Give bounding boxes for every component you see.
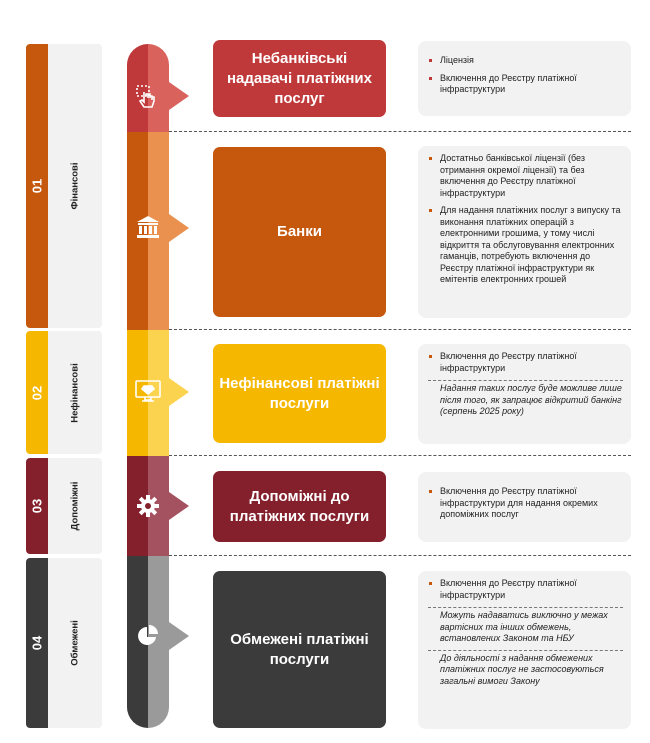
pie-chart-icon (133, 621, 163, 651)
category-label: Нефінансові (69, 362, 81, 423)
gear-icon (133, 491, 163, 521)
provider-title: Небанківські надавачі платіжних послуг (226, 49, 372, 107)
pointer-arrow (169, 492, 189, 520)
requirements-panel (418, 472, 631, 542)
touch-hand-icon (133, 82, 163, 112)
section-divider (169, 131, 631, 132)
provider-title-box (213, 40, 386, 117)
category-label: Допоміжні (69, 481, 81, 531)
category-label-tab (48, 458, 102, 554)
monitor-diamond-icon (133, 376, 163, 406)
requirement-item: Ліцензія (428, 55, 623, 67)
requirements-panel (418, 344, 631, 444)
requirement-note: До діяльності з надання обмежених платіжних послуг не застосовуються загальні вимоги Закону (428, 650, 623, 688)
pointer-arrow (169, 214, 189, 242)
category-number: 01 (29, 178, 45, 194)
provider-title: Допоміжні до платіжних послуги (229, 487, 370, 525)
requirements-panel (418, 146, 631, 318)
category-number: 04 (29, 635, 45, 651)
category-label-tab (48, 558, 102, 728)
category-number-tab (26, 558, 48, 728)
section-divider (169, 555, 631, 556)
category-number-tab (26, 44, 48, 328)
pointer-arrow (169, 622, 189, 650)
requirement-item: Включення до Реєстру платіжної інфраструктури (428, 351, 623, 374)
category-number-tab (26, 331, 48, 454)
pointer-arrow (169, 378, 189, 406)
category-number: 02 (29, 385, 45, 400)
requirements-panel (418, 571, 631, 729)
requirement-item: Достатньо банківської ліцензії (без отримання окремої ліцензії) та без включення до Реєстру платіжної інфраструктури (428, 153, 623, 199)
section-divider (169, 329, 631, 330)
provider-title-box (213, 147, 386, 317)
requirement-item: Включення до Реєстру платіжної інфраструктури (428, 578, 623, 601)
provider-title-box (213, 344, 386, 443)
category-label-tab (48, 44, 102, 328)
requirement-item: Включення до Реєстру платіжної інфраструктури (428, 73, 623, 96)
category-number: 03 (29, 498, 45, 514)
provider-title-box (213, 471, 386, 542)
pointer-arrow (169, 82, 189, 110)
requirement-item: Для надання платіжних послуг з випуску та виконання платіжних операцій з електронними грошима, у тому числі відкриття та обслуговування електронних гаманців, потребують включення до Реєстру платіжної інфраструктури як емітентів електронних грошей (428, 205, 623, 286)
requirements-panel (418, 41, 631, 116)
category-number-tab (26, 458, 48, 554)
section-divider (169, 455, 631, 456)
bank-building-icon (133, 212, 163, 242)
category-label-tab (48, 331, 102, 454)
provider-title: Нефінансові платіжні послуги (219, 374, 380, 412)
category-label: Фінансові (69, 162, 81, 210)
category-label: Обмежені (69, 620, 81, 666)
provider-title: Банки (277, 223, 322, 240)
provider-title: Обмежені платіжні послуги (230, 630, 369, 668)
requirement-note: Надання таких послуг буде можливе лише після того, як запрацює відкритий банкінг (серпень 2025 року) (428, 380, 623, 418)
provider-title-box (213, 571, 386, 728)
requirement-note: Можуть надаватись виключно у межах вартісних та інших обмежень, встановлених Законом та НБУ (428, 607, 623, 645)
requirement-item: Включення до Реєстру платіжної інфраструктури для надання окремих допоміжних послуг (428, 486, 623, 521)
